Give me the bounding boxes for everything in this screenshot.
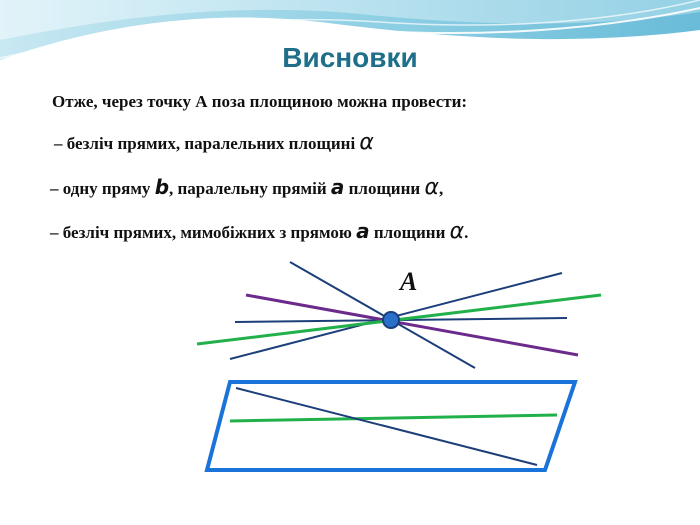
geometry-figure xyxy=(0,255,700,525)
item-text-mid: площини xyxy=(369,223,450,242)
item-text-mid2: площини xyxy=(344,179,425,198)
line-b-symbol: b xyxy=(154,175,170,199)
point-a-label: A xyxy=(400,267,418,296)
item-infinite-parallel-lines xyxy=(54,130,374,155)
alpha-symbol: α xyxy=(424,175,439,200)
navy-line-in-plane xyxy=(236,388,537,465)
point-a xyxy=(383,312,399,328)
item-text-mid: , паралельну прямій xyxy=(169,179,331,198)
item-text-end: . xyxy=(464,223,469,242)
line-a-symbol: a xyxy=(330,175,345,199)
intro-text: Отже, через точку А поза площиною можна провести: xyxy=(52,92,468,111)
slide-title: Висновки xyxy=(282,42,418,73)
alpha-symbol: α xyxy=(359,130,374,155)
item-infinite-skew-lines xyxy=(50,219,468,244)
line-a-symbol: a xyxy=(356,219,370,243)
item-text-before: – одну пряму xyxy=(50,179,155,198)
green-line-a xyxy=(230,415,557,421)
item-text: – безліч прямих, паралельних площині xyxy=(54,134,360,153)
item-text-before: – безліч прямих, мимобіжних з прямою xyxy=(50,223,357,242)
item-text-end: , xyxy=(438,179,444,198)
alpha-symbol: α xyxy=(449,219,465,244)
item-one-parallel-line xyxy=(50,175,443,200)
